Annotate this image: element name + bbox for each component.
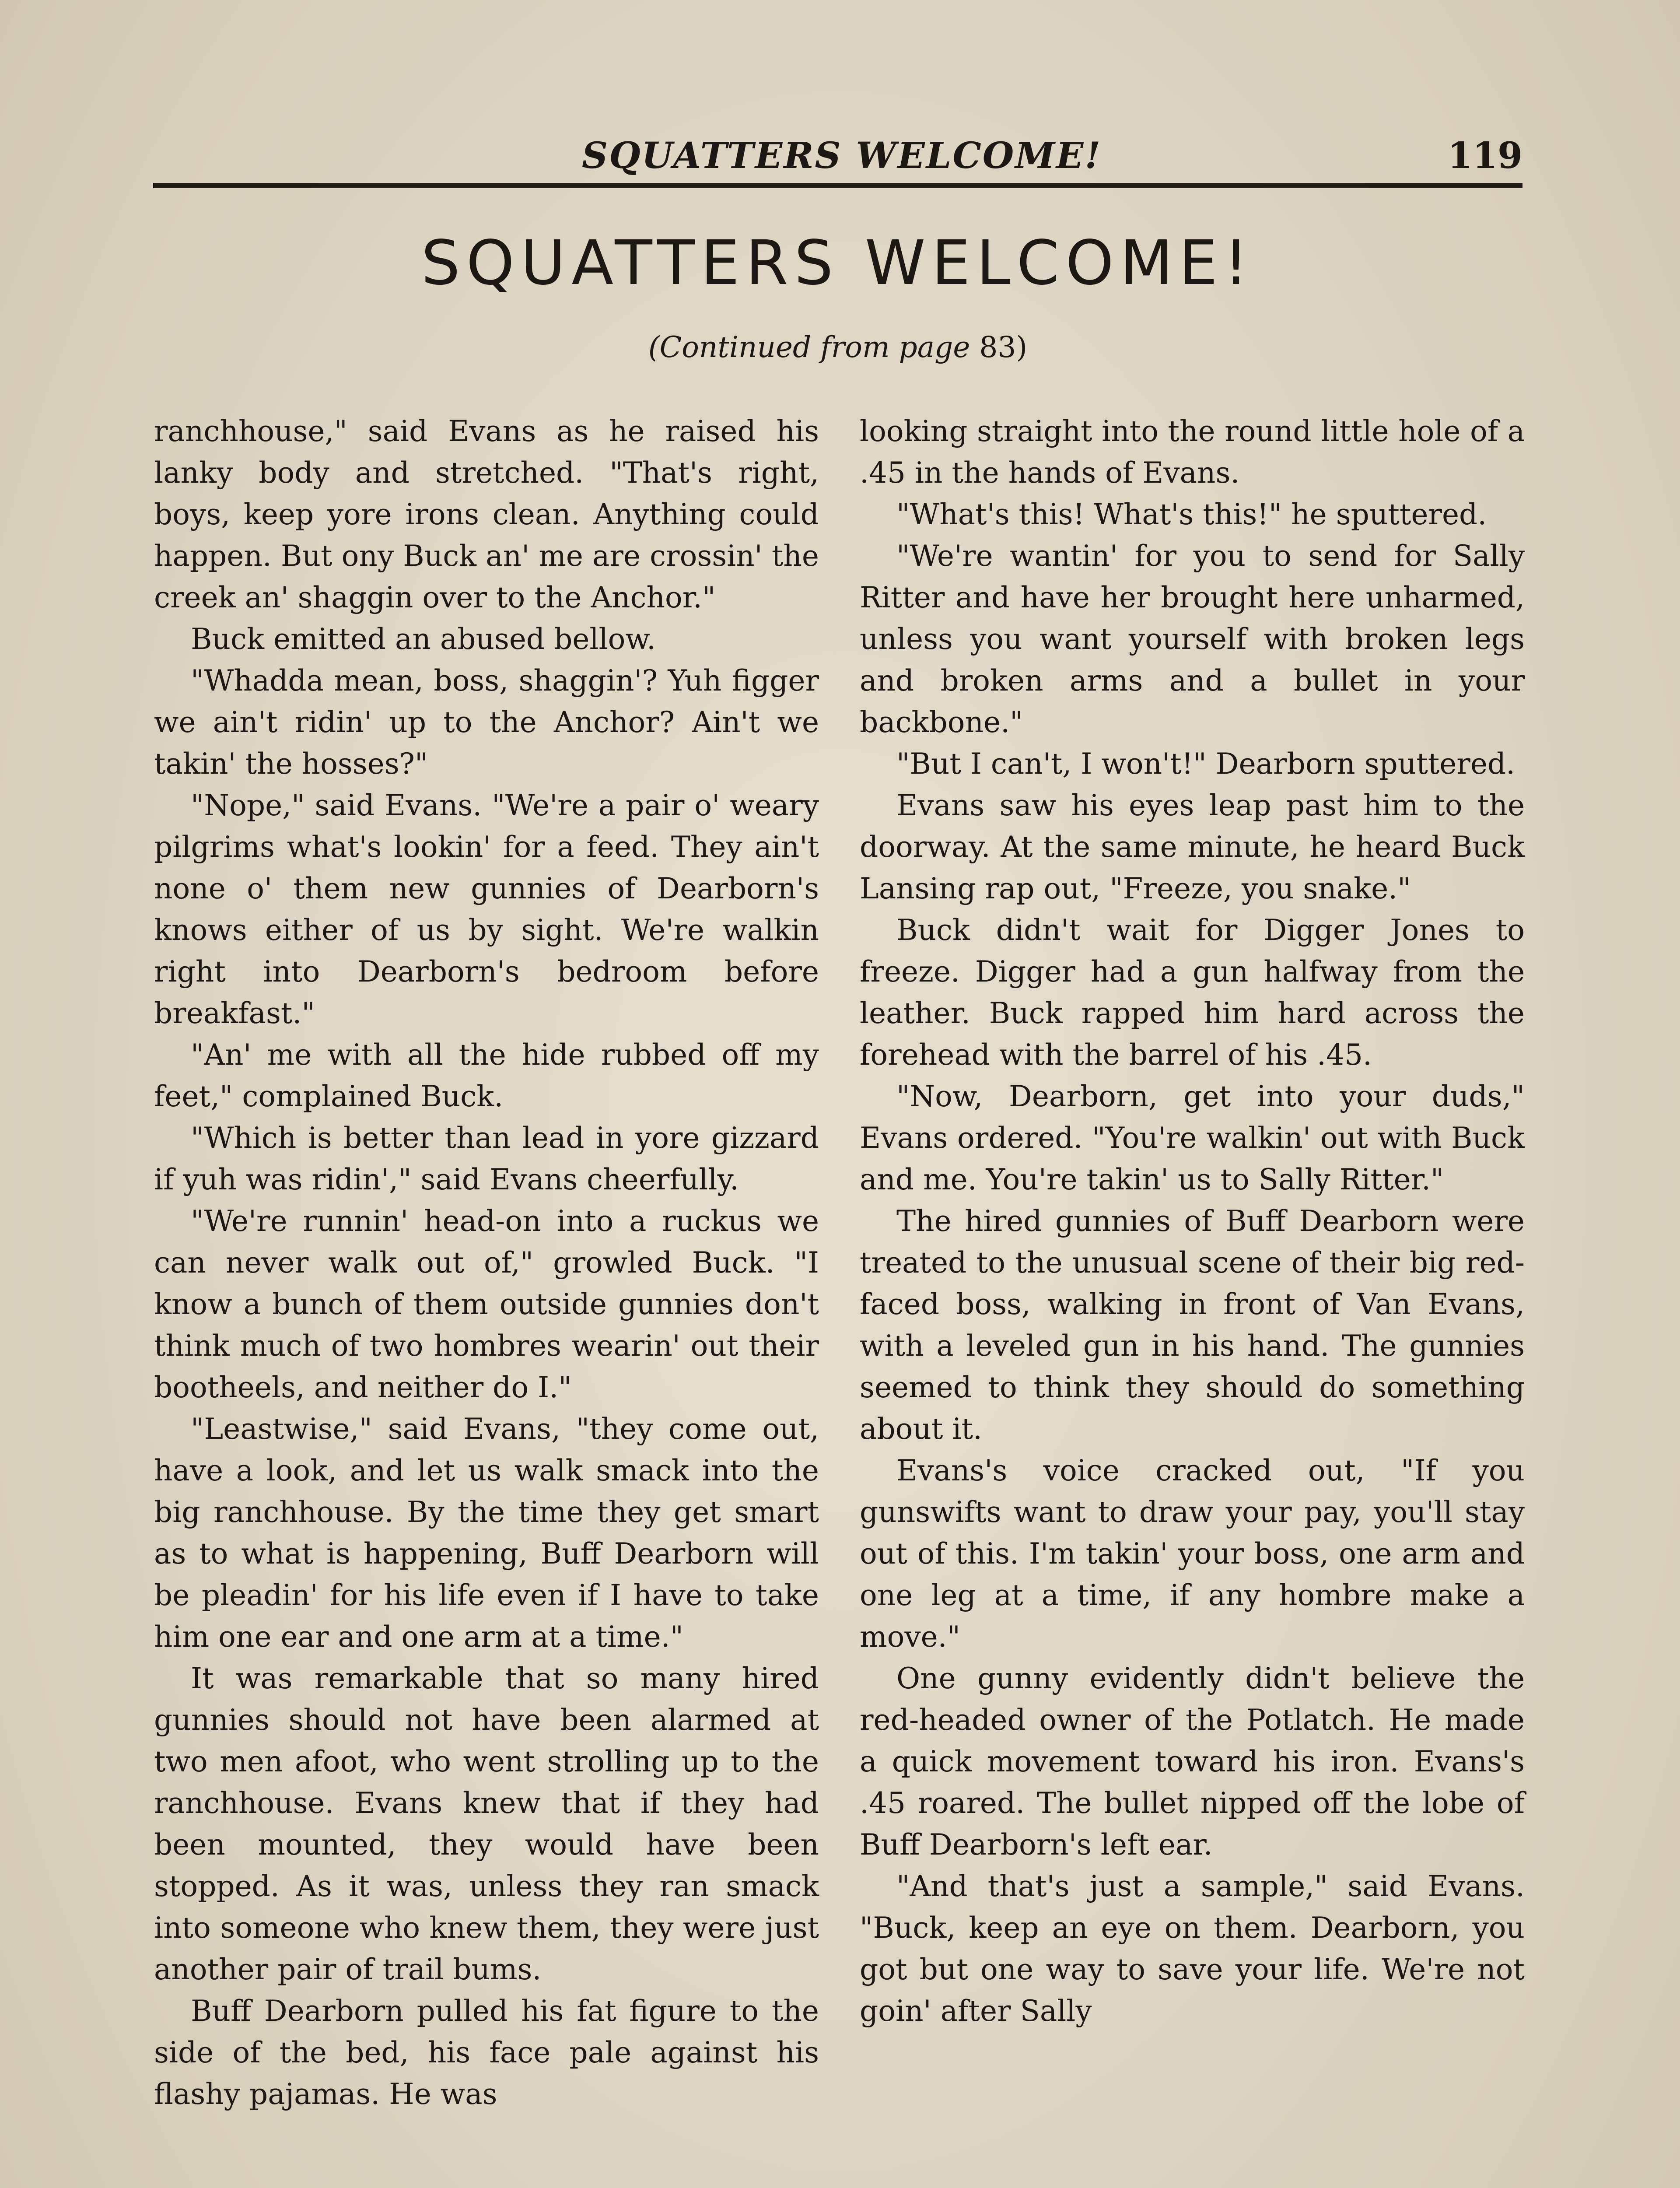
header-rule [153,183,1522,188]
running-title: SQUATTERS WELCOME! [582,135,1102,177]
left-column [154,410,819,2188]
paragraph: It was remarkable that so many hired gunnies should not have been alarmed at two men afoot, who went strolling up to the ranchhouse. Evans knew that if they had been mounted, they would have been stopped. As it was, unless they ran smack into someone who knew them, they were just another pair of trail bums. [154,1662,819,1986]
paragraph: Evans's voice cracked out, "If you gunswifts want to draw your pay, you'll stay out of this. I'm takin' your boss, one arm and one leg at a time, if any hombre make a move." [860,1454,1525,1654]
paragraph: Buck didn't wait for Digger Jones to freeze. Digger had a gun halfway from the leather. Buck rapped him hard across the forehead with the barrel of his .45. [860,913,1525,1072]
paragraph: "Leastwise," said Evans, "they come out, have a look, and let us walk smack into the big ranchhouse. By the time they get smart as to what is happening, Buff Dearborn will be pleadin' for his life even if I have to take him one ear and one arm at a time." [154,1412,819,1654]
paragraph: Evans saw his eyes leap past him to the doorway. At the same minute, he heard Buck Lansing rap out, "Freeze, you snake." [860,789,1525,905]
running-header [153,127,1522,179]
paragraph: "We're wantin' for you to send for Sally Ritter and have her brought here unharmed, unless you want yourself with broken legs and broken arms and a bullet in your backbone." [860,539,1525,739]
paragraph: "And that's just a sample," said Evans. "Buck, keep an eye on them. Dearborn, you got but one way to save your life. We're not goin' after Sally [860,1869,1525,2028]
paragraph: ranchhouse," said Evans as he raised his lanky body and stretched. "That's right, boys, keep yore irons clean. Anything could happen. But ony Buck an' me are crossin' the creek an' shaggin over to the Anchor." [154,414,819,614]
paragraph: "Now, Dearborn, get into your duds," Evans ordered. "You're walkin' out with Buck and me. You're takin' us to Sally Ritter." [860,1080,1525,1196]
paragraph: "Nope," said Evans. "We're a pair o' weary pilgrims what's lookin' for a feed. They ain't none o' them new gunnies of Dearborn's knows either of us by sight. We're walkin right into Dearborn's bedroom before breakfast." [154,789,819,1030]
paragraph: The hired gunnies of Buff Dearborn were treated to the unusual scene of their big red-faced boss, walking in front of Van Evans, with a leveled gun in his hand. The gunnies seemed to think they should do something about it. [860,1204,1525,1446]
page-number: 119 [1447,135,1522,177]
paragraph: "Whadda mean, boss, shaggin'? Yuh figger we ain't ridin' up to the Anchor? Ain't we takin' the hosses?" [154,664,819,781]
paragraph: "Which is better than lead in yore gizzard if yuh was ridin'," said Evans cheerfully. [154,1121,819,1196]
paragraph: One gunny evidently didn't believe the red-headed owner of the Potlatch. He made a quick movement toward his iron. Evans's .45 roared. The bullet nipped off the lobe of Buff Dearborn's left ear. [860,1662,1525,1862]
paragraph: Buck emitted an abused bellow. [191,622,656,656]
right-column [860,410,1525,2188]
continued-note [153,330,1522,364]
continued-prefix: (Continued from page [648,330,980,364]
continued-suffix: ) [1016,330,1028,364]
paragraph: looking straight into the round little hole of a .45 in the hands of Evans. [860,414,1525,490]
paragraph: Buff Dearborn pulled his fat figure to the side of the bed, his face pale against his flashy pajamas. He was [154,1994,819,2111]
paragraph: "What's this! What's this!" he sputtered. [896,498,1487,531]
article-title: SQUATTERS WELCOME! [421,228,1255,299]
continued-page: 83 [979,330,1016,364]
paragraph: "But I can't, I won't!" Dearborn sputtered. [896,747,1516,781]
paragraph: "An' me with all the hide rubbed off my feet," complained Buck. [154,1038,819,1113]
paragraph: "We're runnin' head-on into a ruckus we can never walk out of," growled Buck. "I know a bunch of them outside gunnies don't think much of two hombres wearin' out their bootheels, and neither do I." [154,1204,819,1404]
